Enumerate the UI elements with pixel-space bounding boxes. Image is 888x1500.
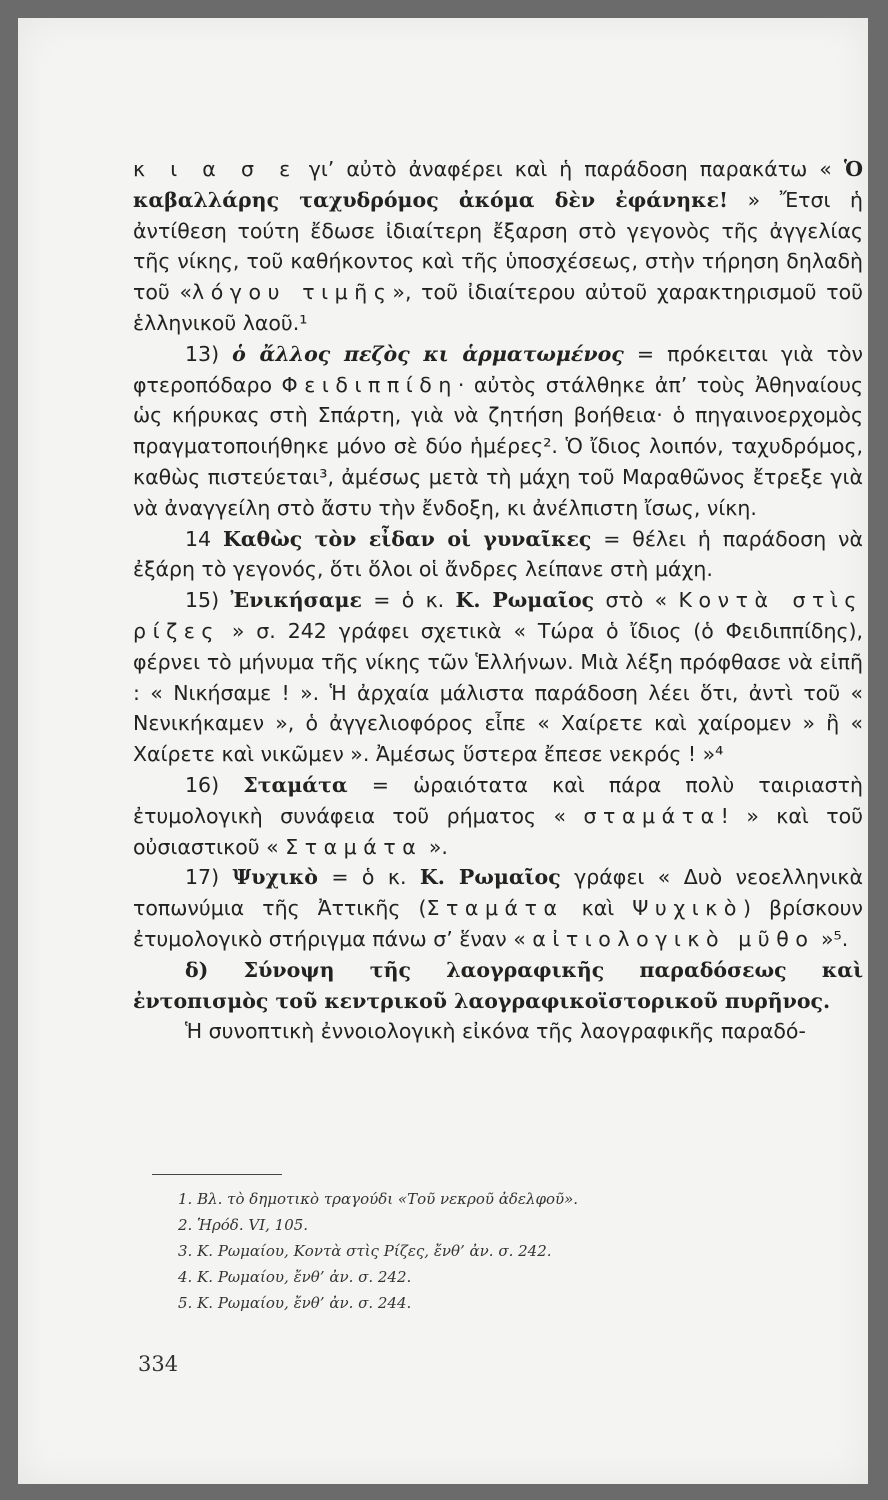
spaced-phrase: αἰτιολογικὸ μῦθο [532,926,815,951]
note-number: 14 [185,526,223,551]
text-run: », τοῦ ἰδιαίτερου αὐτοῦ χαρακτηρισμοῦ τοῦ ἑλληνικοῦ λαοῦ.¹ [133,280,863,335]
note-number: 15) [185,588,231,613]
footnote-1: 1. Βλ. τὸ δημοτικὸ τραγούδι «Τοῦ νεκροῦ ἀδελφοῦ». [178,1190,579,1208]
note-term: Ἐνικήσαμε [230,588,362,613]
note-17 [133,862,863,954]
spaced-title: Κοντὰ στὶς ρίζες [133,588,863,643]
paragraph-continuation [133,154,863,339]
spaced-word: κ ι α σ ε [133,157,297,181]
note-number: 13) [185,341,233,366]
note-term: ὁ ἄλλος πεζὸς κι ἁρματωμένος [232,341,624,366]
book-page [18,18,868,1484]
text-run: = πρόκειται γιὰ τὸν φτεροπόδαρο [133,341,863,397]
note-number: 17) [185,865,233,890]
text-run: » Ἔτσι ἡ ἀντίθεση τούτη ἔδωσε ἰδιαίτερη ἔξαρση στὸ γεγονὸς τῆς ἀγγελίας τῆς νίκης, τοῦ καθήκοντος καὶ τῆς ὑποσχέσεως, στὴν τήρηση δηλαδὴ τοῦ « [133,187,863,305]
text-run: ) βρίσκουν ἐτυμολογικὸ στήριγμα πάνω σ’ ἕναν « [133,896,863,951]
page-number: 334 [138,1352,179,1376]
text-run: = ὁ κ. [317,865,420,890]
spaced-word: Σταμάτα [285,834,423,859]
text-run: γι’ αὐτὸ ἀναφέρει καὶ ἡ παράδοση παρακάτω « [296,157,844,181]
note-15 [133,585,863,770]
section-heading: δ) Σύνοψη τῆς λαογραφικῆς παραδόσεως καὶ ἐντοπισμὸς τοῦ κεντρικοῦ λαογραφικοϊστορικοῦ πυρῆνος. [133,957,863,1013]
footnote-rule [152,1174,282,1175]
text-run: ! » καὶ τοῦ οὐσιαστικοῦ « [133,803,864,859]
footnote-5: 5. Κ. Ρωμαίου, ἔνθ’ ἀν. σ. 244. [178,1294,412,1312]
body-text [133,154,863,1047]
text-run: = ὡραιότατα καὶ πάρα πολὺ ταιριαστὴ ἐτυμολογικὴ συνάφεια τοῦ ρήματος « [133,772,863,828]
spaced-word: Σταμάτα [426,896,564,921]
author-name: Κ. Ρωμαῖος [455,588,595,613]
note-number: 16) [185,772,244,797]
text-run: καὶ [563,896,633,921]
bold-quote: Ὁ καβαλλάρης ταχυδρόμος ἀκόμα δὲν ἐφάνηκε! [133,157,863,212]
text-run: = θέλει ἡ παράδοση νὰ ἐξάρη τὸ γεγονός, ὅτι ὅλοι οἱ ἄνδρες λείπανε στὴ μάχη. [133,526,863,582]
text-run: · αὐτὸς στάλθηκε ἀπ’ τοὺς Ἀθηναίους ὡς κήρυκας στὴ Σπάρτη, γιὰ νὰ ζητήση βοήθεια· ὁ πηγαινοερχομὸς πραγματοποιήθηκε μόνο σὲ δύο ἡμέρες². Ὁ ἴδιος λοιπόν, ταχυδρόμος, καθὼς πιστεύεται³, ἀμέσως μετὰ τὴ μάχη τοῦ Μαραθῶνος ἔτρεξε γιὰ νὰ ἀναγγείλη στὸ ἄστυ τὴν ἔνδοξη, κι ἀνέλπιστη ἴσως, νίκη. [133,372,863,520]
note-term: Σταμάτα [243,772,348,797]
paragraph-start: Ἡ συνοπτικὴ ἐννοιολογικὴ εἰκόνα τῆς λαογραφικῆς παραδό- [185,1019,806,1044]
text-run: γράφει « Δυὸ νεοελληνικὰ τοπωνύμια τῆς Ἀττικῆς ( [133,865,863,921]
footnote-4: 4. Κ. Ρωμαίου, ἔνθ’ ἀν. σ. 242. [178,1268,412,1286]
note-term: Καθὼς τὸν εἶδαν οἱ γυναῖκες [222,526,592,551]
author-name: Κ. Ρωμαῖος [419,865,561,890]
footnote-3: 3. Κ. Ρωμαίου, Κοντὰ στὶς Ρίζες, ἔνθ’ ἀν. σ. 242. [178,1242,552,1260]
note-14 [133,524,863,586]
text-run: = ὁ κ. [361,588,456,613]
text-run: ». [422,834,448,859]
footnote-2: 2. Ἡρόδ. VI, 105. [178,1216,309,1234]
note-16 [133,770,863,862]
spaced-word: σταμάτα [583,803,721,828]
spaced-phrase: λόγου τιμῆς [192,280,393,305]
spaced-name: Φειδιππίδη [281,372,458,397]
text-run: στὸ « [594,588,679,613]
text-run: »⁵. [814,926,849,951]
footnotes [178,1186,838,1316]
note-term: Ψυχικὸ [232,865,318,890]
note-13 [133,339,863,524]
spaced-word: Ψυχικὸ [632,896,743,921]
text-run: » σ. 242 γράφει σχετικὰ « Τώρα ὁ ἴδιος (ὁ Φειδιππίδης), φέρνει τὸ μήνυμα τῆς νίκης τῶν Ἑλλήνων. Μιὰ λέξη πρόφθασε νὰ εἰπῆ : « Νικήσαμε ! ». Ἡ ἀρχαία μάλιστα παράδοση λέει ὅτι, ἀντὶ τοῦ « Νενικήκαμεν », ὁ ἀγγελιοφόρος εἶπε « Χαίρετε καὶ χαίρομεν » ἢ « Χαίρετε καὶ νικῶμεν ». Ἀμέσως ὕστερα ἔπεσε νεκρός ! »⁴ [133,618,863,767]
